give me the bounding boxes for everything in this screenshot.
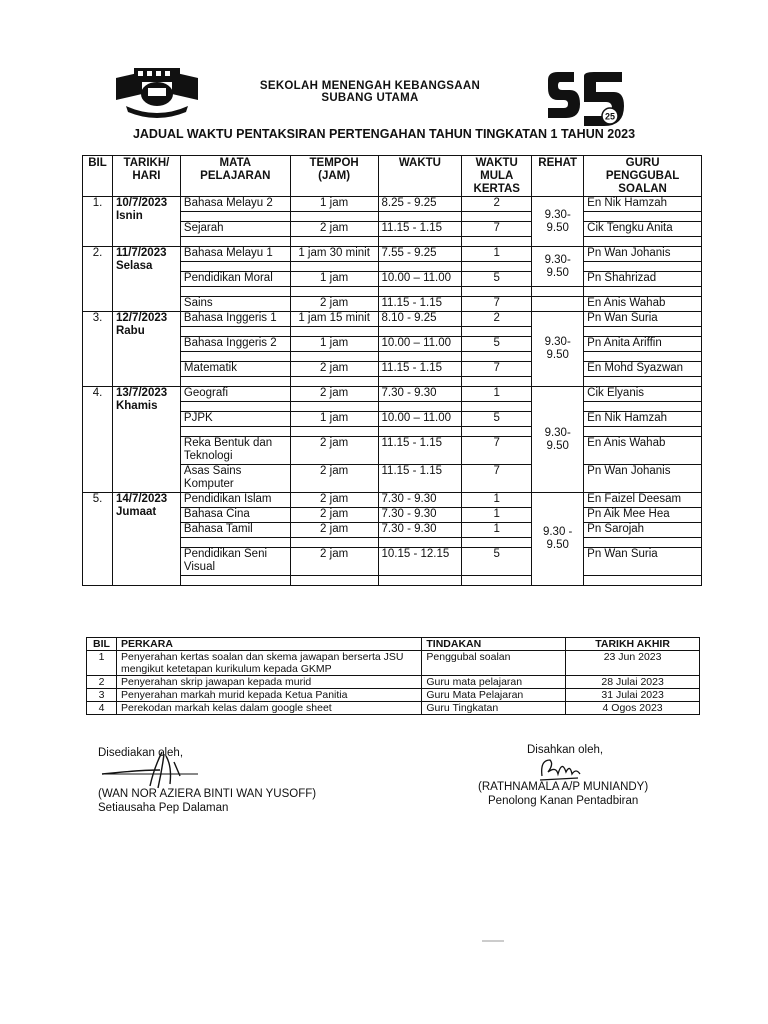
- task-bil: 4: [87, 702, 117, 715]
- task-tarikh: 28 Julai 2023: [566, 676, 700, 689]
- header-rehat: REHAT: [532, 156, 584, 197]
- anniversary-number: 25: [604, 111, 616, 122]
- waktu-cell: 11.15 - 1.15: [378, 362, 462, 377]
- guru-cell: Pn Aik Mee Hea: [584, 508, 702, 523]
- task-tindakan: Penggubal soalan: [422, 651, 566, 676]
- prepared-by-name: (WAN NOR AZIERA BINTI WAN YUSOFF): [98, 788, 317, 800]
- header-tempoh: TEMPOH (JAM): [290, 156, 378, 197]
- waktu-cell: 7.55 - 9.25: [378, 247, 462, 262]
- subject-cell: Pendidikan Islam: [180, 493, 290, 508]
- school-name: [205, 80, 535, 104]
- approved-by-label: Disahkan oleh,: [527, 744, 604, 756]
- rehat-cell: 9.30- 9.50: [532, 197, 584, 247]
- header-waktu: WAKTU: [378, 156, 462, 197]
- waktu-cell: 7.30 - 9.30: [378, 493, 462, 508]
- tempoh-cell: 2 jam: [290, 387, 378, 402]
- task-perkara: Perekodan markah kelas dalam google sheet: [116, 702, 421, 715]
- guru-cell: En Anis Wahab: [584, 437, 702, 465]
- approved-by-name: (RATHNAMALA A/P MUNIANDY): [478, 781, 649, 793]
- mula-cell: 7: [462, 465, 532, 493]
- header-tarikh: TARIKH/ HARI: [112, 156, 180, 197]
- table-row: [87, 689, 700, 702]
- task-bil: 2: [87, 676, 117, 689]
- waktu-cell: 7.30 - 9.30: [378, 508, 462, 523]
- header-mata-pelajaran: MATA PELAJARAN: [180, 156, 290, 197]
- mula-cell: 1: [462, 247, 532, 262]
- table-row: [83, 197, 702, 212]
- guru-cell: En Faizel Deesam: [584, 493, 702, 508]
- bil-cell: 5.: [83, 493, 113, 586]
- subject-cell: Pendidikan Seni Visual: [180, 548, 290, 576]
- prepared-by-label: Disediakan oleh,: [98, 747, 184, 759]
- school-crest-logo: [112, 64, 202, 120]
- mula-cell: 7: [462, 297, 532, 312]
- guru-cell: Cik Elyanis: [584, 387, 702, 402]
- date-cell: 10/7/2023 Isnin: [112, 197, 180, 247]
- bil-cell: 3.: [83, 312, 113, 387]
- rehat-cell: 9.30- 9.50: [532, 247, 584, 287]
- task-bil: 1: [87, 651, 117, 676]
- guru-cell: En Nik Hamzah: [584, 197, 702, 212]
- mula-cell: 1: [462, 523, 532, 538]
- table-row: [83, 312, 702, 327]
- task-header-bil: BIL: [87, 638, 117, 651]
- waktu-cell: 10.00 – 11.00: [378, 412, 462, 427]
- subject-cell: Bahasa Cina: [180, 508, 290, 523]
- school-name-line2: SUBANG UTAMA: [321, 92, 419, 104]
- mula-cell: 5: [462, 412, 532, 427]
- guru-cell: Pn Wan Suria: [584, 548, 702, 576]
- task-tindakan: Guru Mata Pelajaran: [422, 689, 566, 702]
- task-deadline-table: [86, 637, 700, 715]
- task-tindakan: Guru Tingkatan: [422, 702, 566, 715]
- tempoh-cell: 2 jam: [290, 222, 378, 237]
- table-row: [83, 387, 702, 402]
- table-row: [87, 676, 700, 689]
- subject-cell: Geografi: [180, 387, 290, 402]
- table-row: [83, 493, 702, 508]
- mula-cell: 7: [462, 437, 532, 465]
- task-perkara: Penyerahan markah murid kepada Ketua Panitia: [116, 689, 421, 702]
- guru-cell: Pn Shahrizad: [584, 272, 702, 287]
- approved-by-role: Penolong Kanan Pentadbiran: [488, 795, 639, 807]
- tempoh-cell: 1 jam: [290, 272, 378, 287]
- task-tindakan: Guru mata pelajaran: [422, 676, 566, 689]
- waktu-cell: 10.00 – 11.00: [378, 337, 462, 352]
- guru-cell: Pn Wan Suria: [584, 312, 702, 327]
- mula-cell: 5: [462, 548, 532, 576]
- header-bil: BIL: [83, 156, 113, 197]
- mula-cell: 2: [462, 312, 532, 327]
- task-header-tarikh: TARIKH AKHIR: [566, 638, 700, 651]
- header-guru-penggubal: GURU PENGGUBAL SOALAN: [584, 156, 702, 197]
- waktu-cell: 7.30 - 9.30: [378, 523, 462, 538]
- tempoh-cell: 1 jam 30 minit: [290, 247, 378, 262]
- waktu-cell: 11.15 - 1.15: [378, 297, 462, 312]
- waktu-cell: 8.10 - 9.25: [378, 312, 462, 327]
- subject-cell: Matematik: [180, 362, 290, 377]
- task-tarikh: 31 Julai 2023: [566, 689, 700, 702]
- guru-cell: Cik Tengku Anita: [584, 222, 702, 237]
- rehat-cell: 9.30- 9.50: [532, 387, 584, 493]
- date-cell: 11/7/2023 Selasa: [112, 247, 180, 312]
- subject-cell: Bahasa Inggeris 2: [180, 337, 290, 352]
- task-header-tindakan: TINDAKAN: [422, 638, 566, 651]
- task-tarikh: 23 Jun 2023: [566, 651, 700, 676]
- scan-mark: [482, 940, 504, 942]
- waktu-cell: 10.00 – 11.00: [378, 272, 462, 287]
- waktu-cell: 10.15 - 12.15: [378, 548, 462, 576]
- tempoh-cell: 1 jam: [290, 337, 378, 352]
- bil-cell: 1.: [83, 197, 113, 247]
- mula-cell: 2: [462, 197, 532, 212]
- mula-cell: 1: [462, 493, 532, 508]
- task-tarikh: 4 Ogos 2023: [566, 702, 700, 715]
- date-cell: 13/7/2023 Khamis: [112, 387, 180, 493]
- tempoh-cell: 1 jam: [290, 197, 378, 212]
- guru-cell: Pn Anita Ariffin: [584, 337, 702, 352]
- mula-cell: 5: [462, 272, 532, 287]
- guru-cell: Pn Wan Johanis: [584, 247, 702, 262]
- tempoh-cell: 2 jam: [290, 362, 378, 377]
- table-header-row: [83, 156, 702, 197]
- guru-cell: Pn Wan Johanis: [584, 465, 702, 493]
- document-header: [0, 60, 768, 130]
- subject-cell: Sains: [180, 297, 290, 312]
- subject-cell: Sejarah: [180, 222, 290, 237]
- school-name-line1: SEKOLAH MENENGAH KEBANGSAAN: [259, 80, 481, 92]
- waktu-cell: 11.15 - 1.15: [378, 465, 462, 493]
- waktu-cell: 11.15 - 1.15: [378, 437, 462, 465]
- task-bil: 3: [87, 689, 117, 702]
- subject-cell: Asas Sains Komputer: [180, 465, 290, 493]
- anniversary-logo: [544, 70, 626, 130]
- exam-schedule-table: [82, 155, 702, 586]
- subject-cell: PJPK: [180, 412, 290, 427]
- tempoh-cell: 1 jam: [290, 412, 378, 427]
- bil-cell: 4.: [83, 387, 113, 493]
- subject-cell: Bahasa Melayu 2: [180, 197, 290, 212]
- waktu-cell: 7.30 - 9.30: [378, 387, 462, 402]
- guru-cell: Pn Sarojah: [584, 523, 702, 538]
- rehat-empty-cell: [532, 297, 584, 312]
- task-header-perkara: PERKARA: [116, 638, 421, 651]
- document-title: JADUAL WAKTU PENTAKSIRAN PERTENGAHAN TAHUN TINGKATAN 1 TAHUN 2023: [132, 127, 636, 141]
- tempoh-cell: 2 jam: [290, 523, 378, 538]
- table-row: [87, 651, 700, 676]
- bil-cell: 2.: [83, 247, 113, 312]
- table-row: [83, 247, 702, 262]
- mula-cell: 7: [462, 222, 532, 237]
- tempoh-cell: 2 jam: [290, 437, 378, 465]
- tempoh-cell: 2 jam: [290, 297, 378, 312]
- tempoh-cell: 2 jam: [290, 548, 378, 576]
- prepared-by-role: Setiausaha Pep Dalaman: [98, 802, 229, 814]
- guru-cell: En Anis Wahab: [584, 297, 702, 312]
- task-perkara: Penyerahan skrip jawapan kepada murid: [116, 676, 421, 689]
- subject-cell: Bahasa Melayu 1: [180, 247, 290, 262]
- mula-cell: 7: [462, 362, 532, 377]
- subject-cell: Reka Bentuk dan Teknologi: [180, 437, 290, 465]
- date-cell: 12/7/2023 Rabu: [112, 312, 180, 387]
- rehat-cell: 9.30 - 9.50: [532, 493, 584, 586]
- task-perkara: Penyerahan kertas soalan dan skema jawapan berserta JSU mengikut ketetapan kurikulum kepada GKMP: [116, 651, 421, 676]
- task-header-row: [87, 638, 700, 651]
- subject-cell: Bahasa Tamil: [180, 523, 290, 538]
- mula-cell: 1: [462, 508, 532, 523]
- guru-cell: En Mohd Syazwan: [584, 362, 702, 377]
- tempoh-cell: 2 jam: [290, 465, 378, 493]
- mula-cell: 5: [462, 337, 532, 352]
- header-waktu-mula-kertas: WAKTU MULA KERTAS: [462, 156, 532, 197]
- rehat-cell: 9.30- 9.50: [532, 312, 584, 387]
- table-row: [87, 702, 700, 715]
- subject-cell: Pendidikan Moral: [180, 272, 290, 287]
- subject-cell: Bahasa Inggeris 1: [180, 312, 290, 327]
- mula-cell: 1: [462, 387, 532, 402]
- waktu-cell: 8.25 - 9.25: [378, 197, 462, 212]
- guru-cell: En Nik Hamzah: [584, 412, 702, 427]
- tempoh-cell: 2 jam: [290, 508, 378, 523]
- tempoh-cell: 2 jam: [290, 493, 378, 508]
- waktu-cell: 11.15 - 1.15: [378, 222, 462, 237]
- date-cell: 14/7/2023 Jumaat: [112, 493, 180, 586]
- tempoh-cell: 1 jam 15 minit: [290, 312, 378, 327]
